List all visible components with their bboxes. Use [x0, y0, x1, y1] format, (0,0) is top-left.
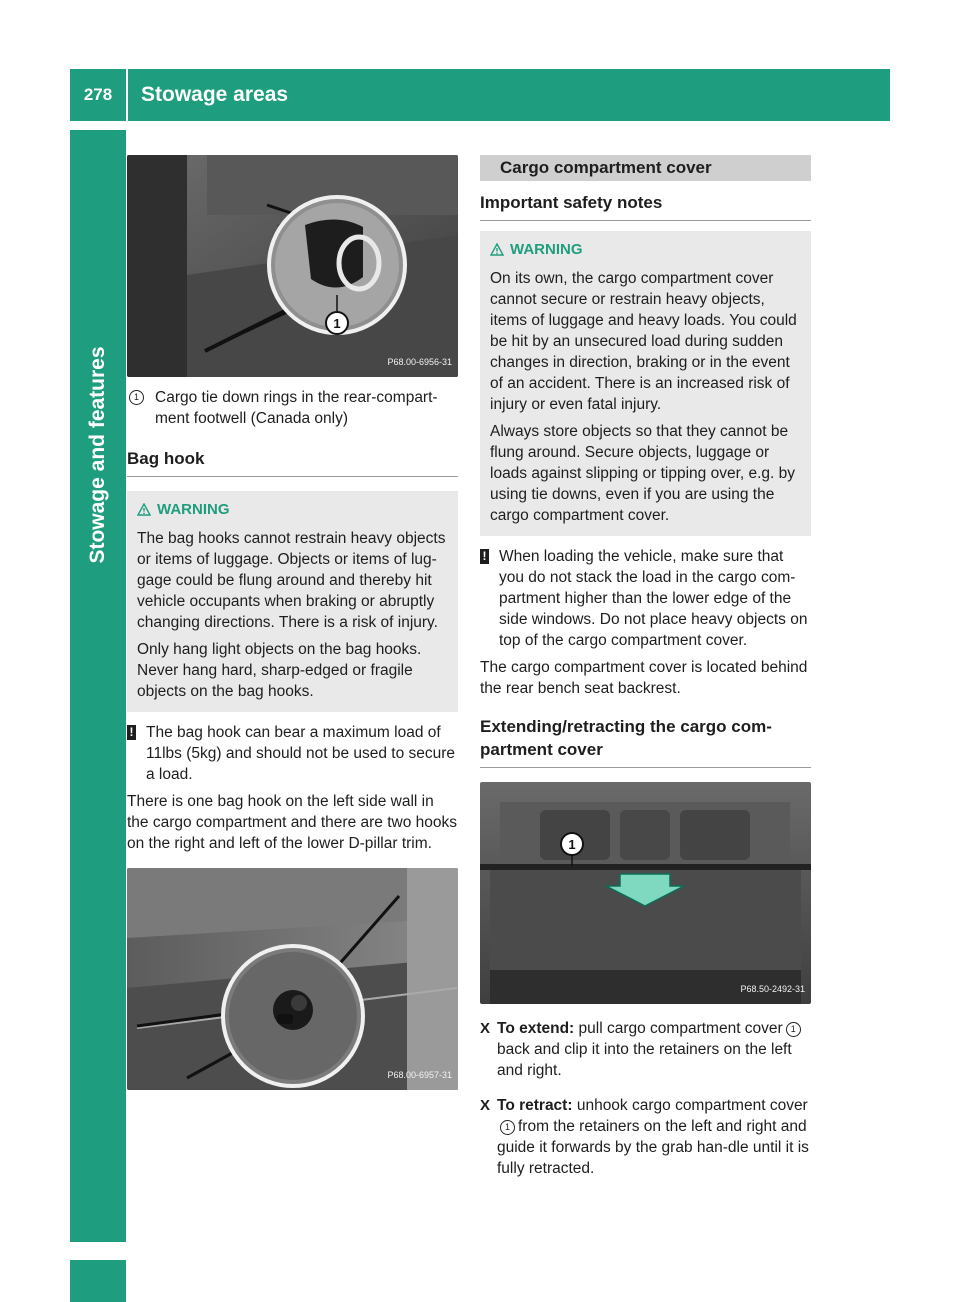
header-divider: [126, 69, 128, 121]
step-text: back and clip it into the retainers on the left and right.: [497, 1041, 792, 1079]
right-column: [480, 155, 811, 1193]
warning-paragraph: On its own, the cargo compartment cover cannot secure or restrain heavy objects, items of luggage and heavy loads. You could be hit by an unsecured load during sudden changes in direction, braking or in the event of an accident. There is an increased risk of injury or even fatal injury.: [490, 270, 797, 413]
step-extend: [480, 1018, 811, 1081]
side-tab-label: Stowage and features: [86, 346, 109, 564]
step-marker-icon: X: [480, 1020, 491, 1037]
tie-down-rings-illustration: [127, 155, 458, 377]
warning-title: WARNING: [510, 241, 583, 258]
safety-heading: Important safety notes: [480, 191, 811, 221]
page-title: Stowage areas: [141, 83, 289, 106]
left-column: [127, 155, 458, 1090]
warning-paragraph: Only hang light objects on the bag hooks. Never hang hard, sharp-edged or fragile objects on the bag hooks.: [137, 641, 422, 700]
side-tab: [70, 130, 126, 1242]
cargo-cover-location: The cargo compartment cover is located behind the rear bench seat backrest.: [480, 659, 808, 697]
warning-header: [490, 239, 803, 262]
note-text: When loading the vehicle, make sure that you do not stack the load in the cargo com-partment higher than the lower edge of the side windows. Do not place heavy objects on top of the cargo compartment cover.: [499, 548, 808, 649]
cargo-cover-warning: [480, 231, 811, 536]
step-label: To extend:: [497, 1020, 575, 1037]
bag-hook-warning: [127, 491, 458, 712]
caption1-text: Cargo tie down rings in the rear-compart-ment footwell (Canada only): [155, 389, 438, 427]
step-marker-icon: X: [480, 1097, 491, 1114]
figure2-code: P68.00-6957-31: [387, 1070, 452, 1080]
step-text: unhook cargo compartment cover: [576, 1097, 808, 1114]
warning-paragraph: The bag hooks cannot restrain heavy objects or items of luggage. Objects or items of lug-gage could be flung around and thereby hit vehicle occupants when braking or abruptly changing directions. There is a risk of injury.: [137, 530, 446, 631]
figure1-code: P68.00-6956-31: [387, 357, 452, 367]
step-label: To retract:: [497, 1097, 573, 1114]
cargo-cover-note: [480, 546, 811, 651]
figure-bag-hook: [127, 868, 458, 1090]
step-callout-number: 1: [786, 1022, 801, 1037]
section-title: Cargo compartment cover: [480, 155, 811, 181]
warning-icon: [490, 241, 504, 262]
figure3-callout: 1: [568, 837, 576, 852]
step-text: from the retainers on the left and right and guide it forwards by the grab han-dle until it is fully retracted.: [497, 1118, 809, 1177]
extend-retract-heading: Extending/retracting the cargo com-partment cover: [480, 715, 811, 768]
figure1-caption: [127, 387, 458, 429]
figure1-callout: 1: [333, 316, 341, 331]
step-callout-number: 1: [500, 1120, 515, 1135]
figure3-code: P68.50-2492-31: [740, 984, 805, 994]
side-tab-footer: [70, 1260, 126, 1302]
bag-hook-heading: Bag hook: [127, 447, 458, 477]
caption1-number: 1: [129, 390, 144, 405]
figure-tie-down-rings: [127, 155, 458, 377]
warning-icon: [137, 501, 151, 522]
bag-hook-illustration: [127, 868, 458, 1090]
figure-cargo-cover: [480, 782, 811, 1004]
exclamation-icon: !: [480, 549, 489, 564]
bag-hook-note: [127, 722, 458, 785]
note-text: The bag hook can bear a maximum load of 11lbs (5kg) and should not be used to secure a load.: [146, 724, 456, 783]
warning-title: WARNING: [157, 501, 230, 518]
warning-paragraph: Always store objects so that they cannot be flung around. Secure objects, luggage or loads against slipping or tipping over, e.g. by using tie downs, even if you are using the cargo compartment cover.: [490, 423, 796, 524]
cargo-cover-illustration: [480, 782, 811, 1004]
exclamation-icon: !: [127, 725, 136, 740]
warning-header: [137, 499, 450, 522]
page-number: 278: [83, 85, 113, 104]
step-text: pull cargo compartment cover: [578, 1020, 783, 1037]
step-retract: [480, 1095, 811, 1179]
bag-hook-paragraph: There is one bag hook on the left side wall in the cargo compartment and there are two hooks on the right and left of the lower D-pillar trim.: [127, 793, 457, 852]
